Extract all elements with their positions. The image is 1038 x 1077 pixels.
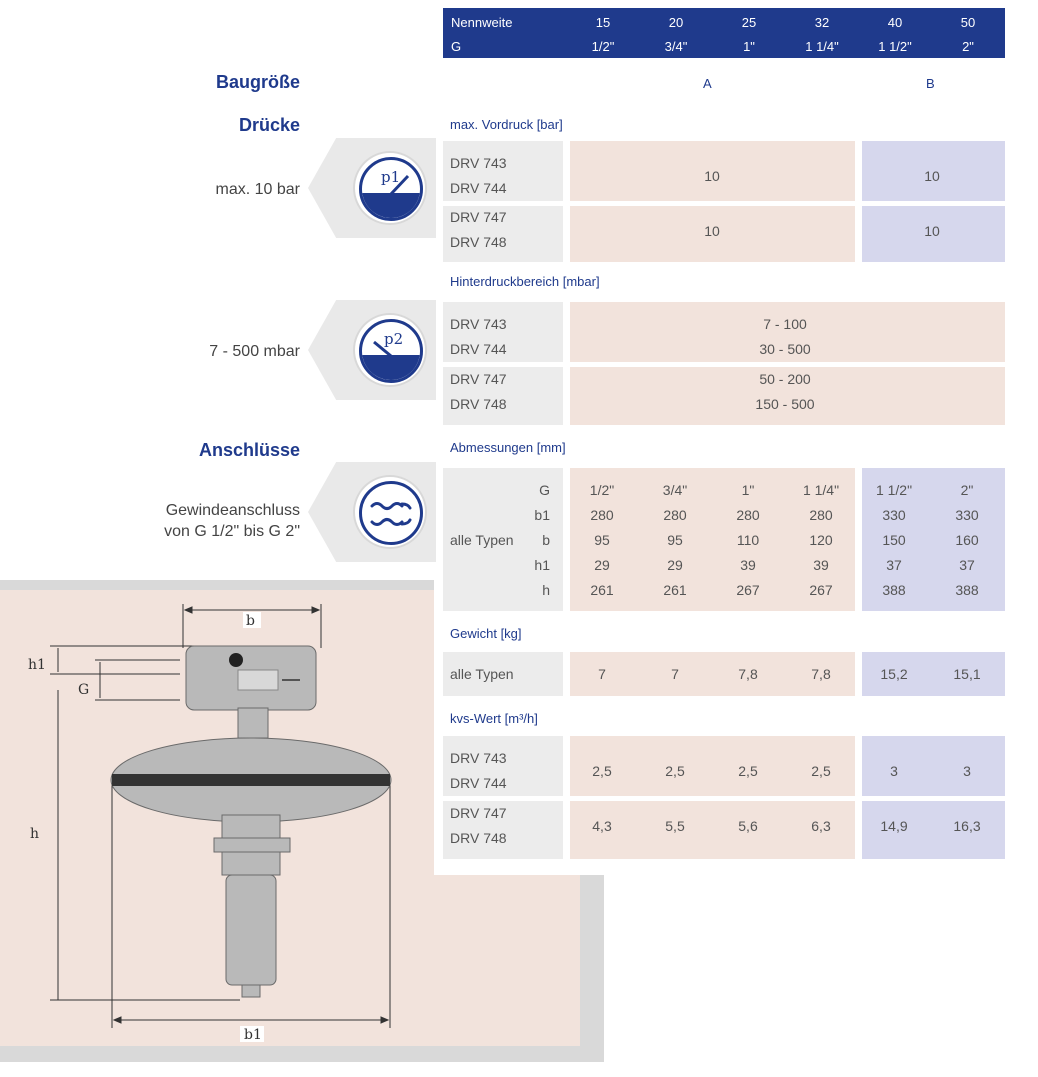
type-label: DRV 747 — [450, 209, 507, 225]
type-label: DRV 748 — [450, 396, 507, 412]
p1-label: max. 10 bar — [215, 181, 300, 198]
dimension-key: h — [542, 582, 550, 598]
type-label: DRV 743 — [450, 316, 507, 332]
gewicht-value: 7,8 — [811, 666, 831, 682]
dimension-value: 160 — [955, 532, 979, 548]
dimension-value: 2" — [960, 482, 974, 498]
kvs-value: 4,3 — [592, 818, 612, 834]
dim-g-label: G — [78, 682, 90, 698]
dimension-key: b1 — [534, 507, 550, 523]
kvs-value: 2,5 — [665, 763, 685, 779]
kvs-value: 2,5 — [738, 763, 758, 779]
dimension-value: 330 — [882, 507, 906, 523]
kvs-title: kvs-Wert [m³/h] — [450, 711, 538, 726]
type-label: DRV 748 — [450, 830, 507, 846]
thread-connection-icon — [355, 477, 425, 547]
section-title-anschluesse: Anschlüsse — [198, 440, 300, 460]
dimension-key: G — [539, 482, 550, 498]
header-g: 3/4" — [664, 39, 688, 54]
section-title-baugroesse: Baugröße — [215, 72, 300, 92]
dimension-value: 280 — [590, 507, 614, 523]
type-label: DRV 744 — [450, 775, 507, 791]
type-label: DRV 744 — [450, 341, 507, 357]
hinterdruck-value: 30 - 500 — [759, 341, 811, 357]
gewicht-value: 7,8 — [738, 666, 758, 682]
dimension-value: 95 — [667, 532, 683, 548]
dimension-value: 267 — [809, 582, 833, 598]
header-g: 1 1/2" — [878, 39, 912, 54]
kvs-value: 5,6 — [738, 818, 758, 834]
dimension-value: 388 — [882, 582, 906, 598]
dimension-value: 95 — [594, 532, 610, 548]
pressure-gauge-p2-icon — [355, 315, 425, 385]
dimension-value: 280 — [809, 507, 833, 523]
vordruck-value-a: 10 — [704, 223, 720, 239]
all-types-label: alle Typen — [450, 532, 514, 548]
gewicht-value: 15,1 — [953, 666, 981, 682]
dimension-value: 29 — [594, 557, 610, 573]
dimension-value: 120 — [809, 532, 833, 548]
section-title-druecke: Drücke — [238, 115, 300, 135]
connection-label-line2: von G 1/2" bis G 2" — [164, 523, 300, 540]
dimension-value: 261 — [590, 582, 614, 598]
dim-h1-label: h1 — [28, 657, 46, 673]
header-dn: 25 — [741, 15, 757, 30]
dim-h-label: h — [30, 826, 40, 842]
type-label: DRV 748 — [450, 234, 507, 250]
all-types-label: alle Typen — [450, 666, 514, 682]
dimension-value: 388 — [955, 582, 979, 598]
header-g: 2" — [962, 39, 974, 54]
dimension-value: 330 — [955, 507, 979, 523]
gewicht-value: 7 — [671, 666, 679, 682]
dimension-value: 29 — [667, 557, 683, 573]
dimension-value: 1" — [741, 482, 755, 498]
gewicht-title: Gewicht [kg] — [450, 626, 522, 641]
dimension-value: 150 — [882, 532, 906, 548]
kvs-value: 3 — [890, 763, 898, 779]
dimension-key: b — [542, 532, 550, 548]
type-label: DRV 743 — [450, 155, 507, 171]
header-dn: 32 — [814, 15, 830, 30]
type-label: DRV 744 — [450, 180, 507, 196]
dimension-value: 110 — [736, 532, 760, 548]
dimension-key: h1 — [534, 557, 550, 573]
kvs-value: 5,5 — [665, 818, 685, 834]
type-label: DRV 743 — [450, 750, 507, 766]
header-g: 1" — [743, 39, 755, 54]
header-dn: 40 — [887, 15, 903, 30]
dimension-value: 1 1/4" — [802, 482, 840, 498]
pressure-gauge-p1-icon — [355, 153, 425, 223]
dim-b-label: b — [246, 613, 255, 629]
header-dn: 15 — [595, 15, 611, 30]
type-label: DRV 747 — [450, 805, 507, 821]
hinterdruck-value: 50 - 200 — [759, 371, 811, 387]
hinterdruck-value: 150 - 500 — [755, 396, 815, 412]
gewicht-value: 7 — [598, 666, 606, 682]
connection-label-line1: Gewindeanschluss — [165, 502, 300, 519]
dimension-value: 1 1/2" — [875, 482, 913, 498]
kvs-value: 14,9 — [880, 818, 908, 834]
dimension-value: 1/2" — [589, 482, 615, 498]
kvs-value: 16,3 — [953, 818, 981, 834]
dimension-value: 37 — [959, 557, 975, 573]
kvs-value: 3 — [963, 763, 971, 779]
p2-icon-text: p2 — [384, 330, 404, 348]
gewicht-value: 15,2 — [880, 666, 908, 682]
dimension-value: 261 — [663, 582, 687, 598]
dimension-value: 280 — [663, 507, 687, 523]
dimension-value: 3/4" — [662, 482, 688, 498]
header-g: 1/2" — [591, 39, 615, 54]
dim-b1-label: b1 — [244, 1027, 262, 1043]
dimension-value: 39 — [813, 557, 829, 573]
size-b-label: B — [926, 76, 935, 91]
header-dn: 20 — [668, 15, 684, 30]
dimension-value: 39 — [740, 557, 756, 573]
size-a-label: A — [703, 76, 712, 91]
vordruck-value-a: 10 — [704, 168, 720, 184]
dimension-value: 37 — [886, 557, 902, 573]
hinterdruck-value: 7 - 100 — [763, 316, 807, 332]
header-g: 1 1/4" — [805, 39, 839, 54]
size-header — [443, 8, 1005, 58]
header-g-label: G — [451, 39, 462, 54]
kvs-value: 6,3 — [811, 818, 831, 834]
p1-icon-text: p1 — [381, 168, 401, 186]
abmessungen-title: Abmessungen [mm] — [450, 440, 566, 455]
header-nennweite-label: Nennweite — [451, 15, 513, 30]
vordruck-value-b: 10 — [924, 168, 940, 184]
type-label: DRV 747 — [450, 371, 507, 387]
dimension-value: 267 — [736, 582, 760, 598]
dimension-value: 280 — [736, 507, 760, 523]
vordruck-value-b: 10 — [924, 223, 940, 239]
p2-label: 7 - 500 mbar — [209, 343, 300, 360]
kvs-value: 2,5 — [811, 763, 831, 779]
hinterdruck-title: Hinterdruckbereich [mbar] — [450, 274, 600, 289]
vordruck-title: max. Vordruck [bar] — [450, 117, 563, 132]
kvs-value: 2,5 — [592, 763, 612, 779]
header-dn: 50 — [960, 15, 976, 30]
